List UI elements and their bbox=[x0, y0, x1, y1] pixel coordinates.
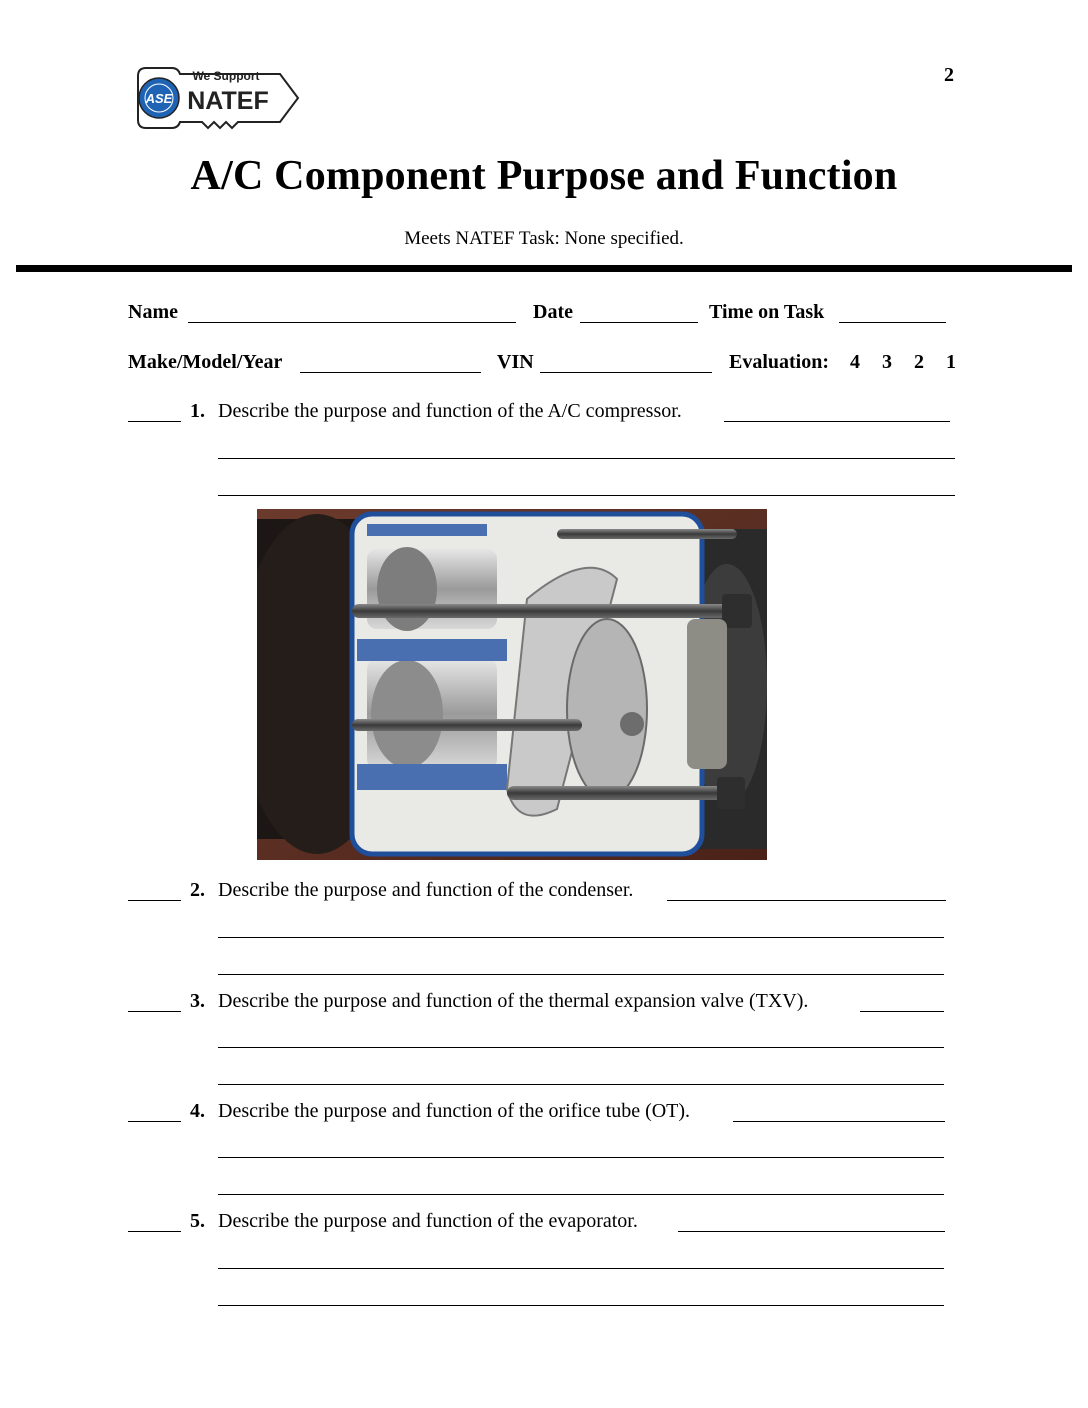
q4-number: 4. bbox=[190, 1100, 205, 1122]
make-model-year-field[interactable] bbox=[300, 372, 481, 373]
q3-answer-line-2[interactable] bbox=[218, 1047, 944, 1048]
q2-answer-line-1[interactable] bbox=[667, 900, 946, 901]
evaluation-score-1[interactable]: 1 bbox=[946, 351, 956, 373]
name-label: Name bbox=[128, 301, 178, 323]
q4-answer-line-2[interactable] bbox=[218, 1157, 944, 1158]
ac-compressor-photo bbox=[257, 509, 767, 860]
time-on-task-field[interactable] bbox=[839, 322, 946, 323]
q3-number: 3. bbox=[190, 990, 205, 1012]
evaluation-score-4[interactable]: 4 bbox=[850, 351, 860, 373]
time-on-task-label: Time on Task bbox=[709, 301, 825, 323]
q3-score-blank[interactable] bbox=[128, 1011, 181, 1012]
q3-answer-line-3[interactable] bbox=[218, 1084, 944, 1085]
logo-top-text: We Support bbox=[192, 69, 260, 83]
q2-answer-line-3[interactable] bbox=[218, 974, 944, 975]
q1-answer-line-3[interactable] bbox=[218, 495, 955, 496]
compressor-cutaway-illustration bbox=[257, 509, 767, 860]
name-field[interactable] bbox=[188, 322, 516, 323]
date-field[interactable] bbox=[580, 322, 698, 323]
page-number: 2 bbox=[944, 64, 954, 86]
page-title: A/C Component Purpose and Function bbox=[190, 153, 898, 199]
q1-number: 1. bbox=[190, 400, 205, 422]
ase-natef-key-logo bbox=[128, 62, 304, 148]
natef-task-subtitle: Meets NATEF Task: None specified. bbox=[404, 228, 684, 249]
q1-answer-line-2[interactable] bbox=[218, 458, 955, 459]
vin-label: VIN bbox=[497, 351, 534, 373]
logo-main-text: NATEF bbox=[187, 87, 269, 115]
evaluation-label: Evaluation: bbox=[729, 351, 830, 373]
q2-number: 2. bbox=[190, 879, 205, 901]
vin-field[interactable] bbox=[540, 372, 712, 373]
q1-answer-line-1[interactable] bbox=[724, 421, 950, 422]
evaluation-score-2[interactable]: 2 bbox=[914, 351, 924, 373]
q3-text: Describe the purpose and function of the thermal expansion valve (TXV). bbox=[218, 990, 809, 1012]
evaluation-score-3[interactable]: 3 bbox=[882, 351, 892, 373]
q4-answer-line-3[interactable] bbox=[218, 1194, 944, 1195]
header-divider bbox=[16, 265, 1072, 272]
q2-score-blank[interactable] bbox=[128, 900, 181, 901]
q3-answer-line-1[interactable] bbox=[860, 1011, 944, 1012]
q5-score-blank[interactable] bbox=[128, 1231, 181, 1232]
q2-text: Describe the purpose and function of the condenser. bbox=[218, 879, 634, 901]
natef-logo bbox=[128, 62, 304, 148]
q5-answer-line-1[interactable] bbox=[678, 1231, 945, 1232]
q5-answer-line-3[interactable] bbox=[218, 1305, 944, 1306]
q2-answer-line-2[interactable] bbox=[218, 937, 944, 938]
date-label: Date bbox=[533, 301, 573, 323]
q4-answer-line-1[interactable] bbox=[733, 1121, 945, 1122]
q5-answer-line-2[interactable] bbox=[218, 1268, 944, 1269]
q5-text: Describe the purpose and function of the evaporator. bbox=[218, 1210, 638, 1232]
q4-text: Describe the purpose and function of the orifice tube (OT). bbox=[218, 1100, 691, 1122]
q4-score-blank[interactable] bbox=[128, 1121, 181, 1122]
make-model-year-label: Make/Model/Year bbox=[128, 351, 283, 373]
q1-score-blank[interactable] bbox=[128, 421, 181, 422]
logo-badge-text: ASE bbox=[145, 91, 173, 106]
q1-text: Describe the purpose and function of the A/C compressor. bbox=[218, 400, 682, 422]
q5-number: 5. bbox=[190, 1210, 205, 1232]
